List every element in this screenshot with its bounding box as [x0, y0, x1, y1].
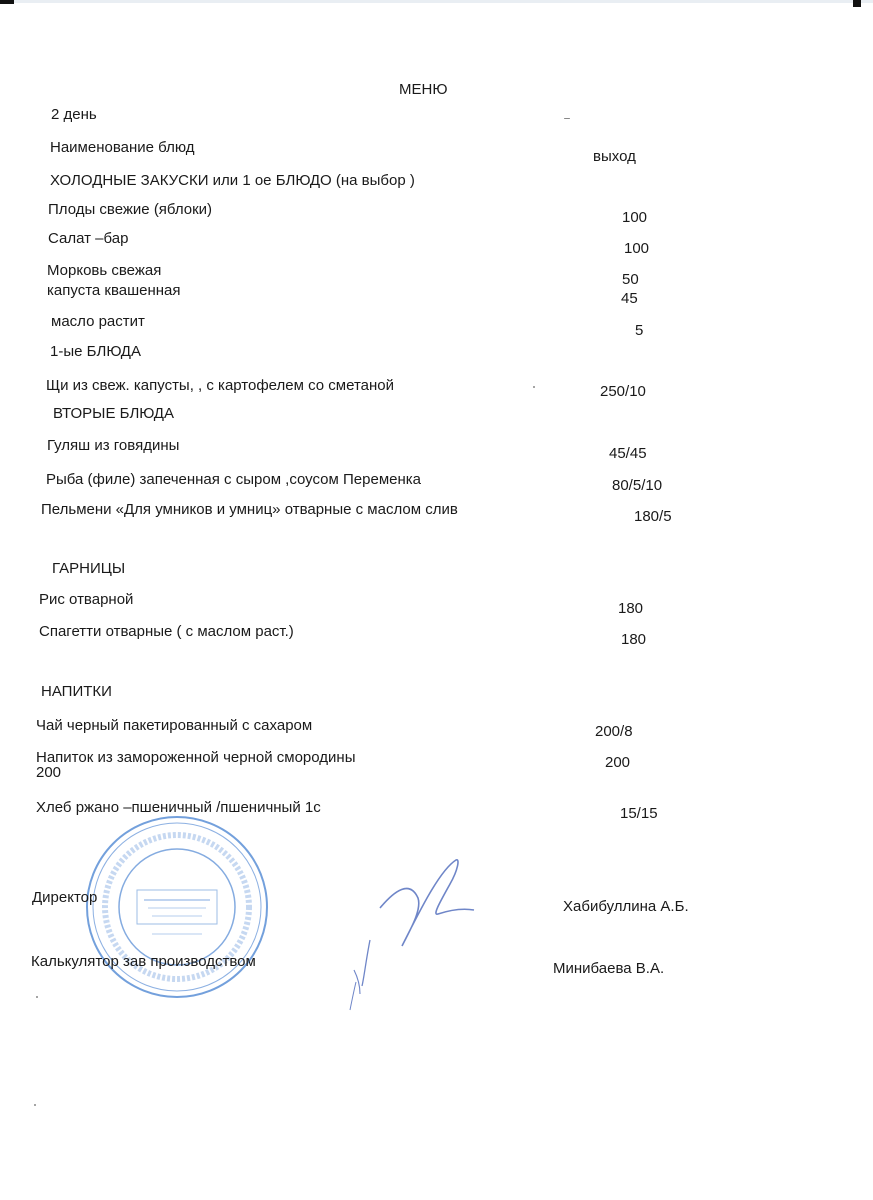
day-label: 2 день	[51, 106, 97, 123]
item-name: Морковь свежая	[47, 262, 162, 279]
item-name: Гуляш из говядины	[47, 437, 180, 454]
scan-speck	[36, 996, 38, 998]
scan-corner-mark	[0, 0, 14, 4]
item-yield: 80/5/10	[612, 477, 663, 494]
item-name: Щи из свеж. капусты, , с картофелем со сметаной	[46, 377, 394, 394]
item-yield: 5	[635, 322, 644, 339]
calculator-label: Калькулятор зав производством	[31, 953, 256, 970]
item-name: капуста квашенная	[47, 282, 181, 299]
section-second-courses: ВТОРЫЕ БЛЮДА	[53, 405, 174, 422]
column-header-yield: выход	[593, 148, 636, 165]
item-yield: 180	[618, 600, 644, 617]
scan-speck	[533, 386, 535, 388]
item-name: Рис отварной	[39, 591, 134, 608]
director-name: Хабибуллина А.Б.	[563, 898, 689, 915]
scan-speck	[564, 118, 570, 119]
item-name: Напиток из замороженной черной смородины	[36, 749, 356, 766]
item-name: масло растит	[51, 313, 145, 330]
section-garnish: ГАРНИЦЫ	[52, 560, 126, 577]
item-yield: 100	[622, 209, 648, 226]
item-name: Салат –бар	[48, 230, 129, 247]
item-name: Рыба (филе) запеченная с сыром ,соусом Переменка	[46, 471, 421, 488]
section-drinks: НАПИТКИ	[41, 683, 112, 700]
item-name: Плоды свежие (яблоки)	[48, 201, 213, 218]
handwritten-signature	[340, 850, 480, 1020]
item-yield: 100	[624, 240, 650, 257]
item-yield: 50	[622, 271, 639, 288]
scan-edge	[0, 0, 873, 3]
director-label: Директор	[32, 889, 98, 906]
calculator-name: Минибаева В.А.	[553, 960, 665, 977]
item-yield: 200/8	[595, 723, 633, 740]
column-header-name: Наименование блюд	[50, 139, 195, 156]
item-yield: 45	[621, 290, 638, 307]
item-yield: 180	[621, 631, 647, 648]
item-yield: 200	[605, 754, 631, 771]
item-yield: 250/10	[600, 383, 646, 400]
page-title: МЕНЮ	[399, 81, 448, 98]
item-name: Хлеб ржано –пшеничный /пшеничный 1с	[36, 799, 321, 816]
section-cold-snacks: ХОЛОДНЫЕ ЗАКУСКИ или 1 ое БЛЮДО (на выбор )	[50, 172, 415, 189]
item-name: Чай черный пакетированный с сахаром	[36, 717, 313, 734]
scan-corner-mark	[853, 0, 861, 7]
scan-speck	[34, 1104, 36, 1106]
item-yield: 180/5	[634, 508, 672, 525]
item-yield: 45/45	[609, 445, 647, 462]
section-first-courses: 1-ые БЛЮДА	[50, 343, 141, 360]
item-name-continuation: 200	[36, 764, 62, 781]
item-name: Пельмени «Для умников и умниц» отварные с маслом слив	[41, 501, 458, 518]
official-stamp	[82, 812, 272, 1002]
item-yield: 15/15	[620, 805, 658, 822]
item-name: Спагетти отварные ( с маслом раст.)	[39, 623, 294, 640]
